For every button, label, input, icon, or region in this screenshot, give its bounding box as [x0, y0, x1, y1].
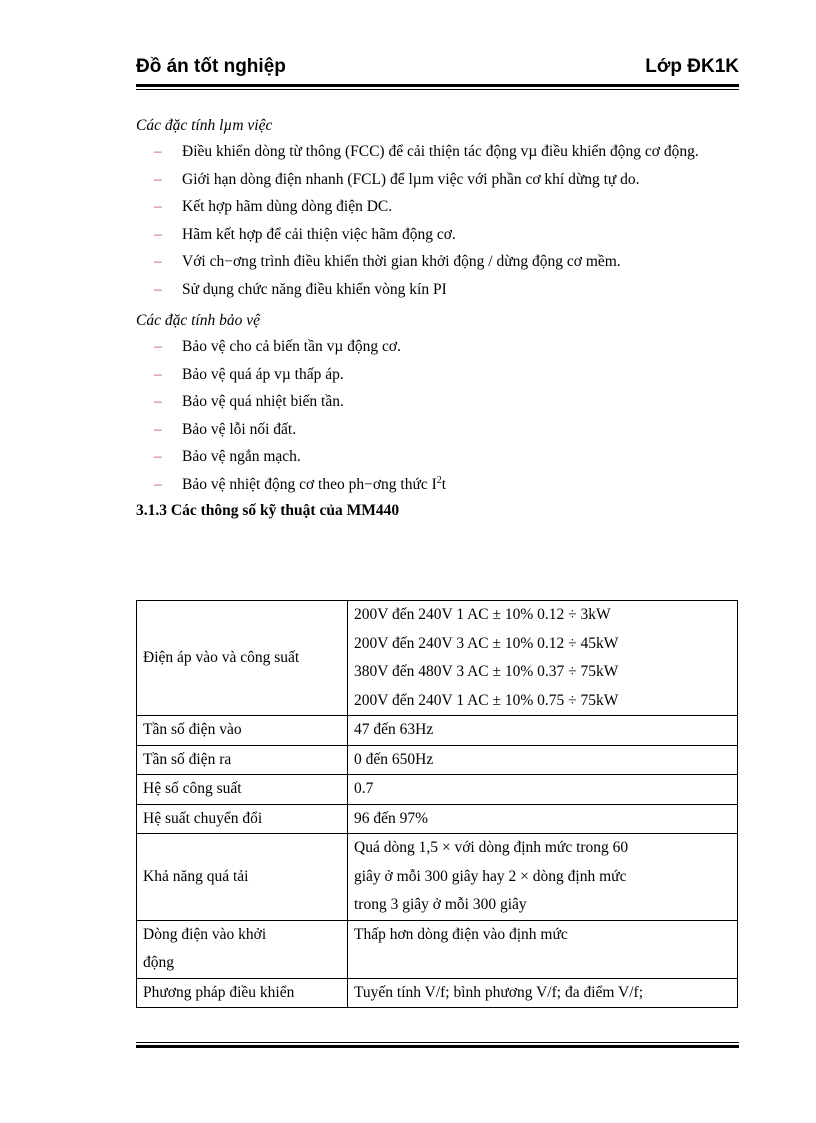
- dash-bullet: –: [154, 393, 162, 410]
- header-title: Đồ án tốt nghiệp: [136, 56, 286, 77]
- table-row: [137, 775, 738, 805]
- table-row: [137, 920, 738, 978]
- operating-features-title: Các đặc tính lµm việc: [136, 117, 273, 134]
- list-item: – Bảo vệ cho cả biến tần vµ động cơ.: [136, 333, 740, 361]
- dash-bullet: –: [154, 143, 162, 160]
- protection-features-list: [136, 333, 740, 498]
- footer-rule-thin: [136, 1042, 739, 1043]
- list-item: – Hãm kết hợp để cải thiện việc hãm động cơ.: [136, 221, 740, 249]
- table-cell: 96 đến 97%: [348, 804, 738, 834]
- protection-features-title: Các đặc tính bảo vệ: [136, 312, 260, 329]
- dash-bullet: –: [154, 448, 162, 465]
- table-cell: Quá dòng 1,5 × với dòng định mức trong 60 giây ở mỗi 300 giây hay 2 × dòng định mức trong 3 giây ở mỗi 300 giây: [348, 834, 738, 921]
- table-cell: Tần số điện ra: [137, 745, 348, 775]
- table-cell: Dòng điện vào khởi động: [137, 920, 348, 978]
- spec-table: [136, 600, 738, 1008]
- table-cell: Phương pháp điều khiển: [137, 978, 348, 1008]
- table-row: [137, 978, 738, 1008]
- dash-bullet: –: [154, 338, 162, 355]
- dash-bullet: –: [154, 225, 162, 243]
- dash-bullet: –: [154, 475, 162, 493]
- table-row: [137, 834, 738, 921]
- table-row: [137, 804, 738, 834]
- table-row: [137, 745, 738, 775]
- operating-features-list: [136, 138, 740, 303]
- section-title: 3.1.3 Các thông số kỹ thuật của MM440: [136, 502, 400, 519]
- page-content: [136, 114, 740, 523]
- list-item: – Điều khiển dòng từ thông (FCC) để cải thiện tác động vµ điều khiển động cơ động.: [136, 138, 740, 166]
- footer-rule-thick: [136, 1045, 739, 1048]
- table-cell: Khả năng quá tải: [137, 834, 348, 921]
- table-cell: 0 đến 650Hz: [348, 745, 738, 775]
- list-item: – Bảo vệ ngắn mạch.: [136, 443, 740, 471]
- dash-bullet: –: [154, 170, 162, 188]
- list-item: – Với ch−ơng trình điều khiển thời gian khởi động / dừng động cơ mềm.: [136, 248, 740, 276]
- table-cell: Hệ suất chuyển đổi: [137, 804, 348, 834]
- table-cell: Điện áp vào và công suất: [137, 601, 348, 716]
- table-cell: Tuyến tính V/f; bình phương V/f; đa điểm V/f;: [348, 978, 738, 1008]
- header-class: Lớp ĐK1K: [645, 56, 739, 77]
- table-row: [137, 601, 738, 716]
- dash-bullet: –: [154, 253, 162, 270]
- header-rule-thick: [136, 84, 739, 87]
- dash-bullet: –: [154, 365, 162, 383]
- dash-bullet: –: [154, 280, 162, 298]
- table-cell: 0.7: [348, 775, 738, 805]
- table-cell: Tần số điện vào: [137, 716, 348, 746]
- table-cell: Thấp hơn dòng điện vào định mức: [348, 920, 738, 978]
- table-cell: 200V đến 240V 1 AC ± 10% 0.12 ÷ 3kW 200V đến 240V 3 AC ± 10% 0.12 ÷ 45kW 380V đến 480V 3 AC ± 10% 0.37 ÷ 75kW 200V đến 240V 1 AC ± 10% 0.75 ÷ 75kW: [348, 601, 738, 716]
- dash-bullet: –: [154, 420, 162, 438]
- list-item: – Kết hợp hãm dùng dòng điện DC.: [136, 193, 740, 221]
- list-item: – Bảo vệ quá nhiệt biến tần.: [136, 388, 740, 416]
- header-rule-thin: [136, 89, 739, 90]
- list-item: – Giới hạn dòng điện nhanh (FCL) để lµm việc với phần cơ khí dừng tự do.: [136, 166, 740, 194]
- table-cell: 47 đến 63Hz: [348, 716, 738, 746]
- table-row: [137, 716, 738, 746]
- list-item: – Bảo vệ quá áp vµ thấp áp.: [136, 361, 740, 389]
- list-item: – Bảo vệ lỗi nối đất.: [136, 416, 740, 444]
- list-item: – Sử dụng chức năng điều khiển vòng kín PI: [136, 276, 740, 304]
- page-header: [136, 56, 739, 84]
- list-item: – Bảo vệ nhiệt động cơ theo ph−ơng thức $I^2t$: [136, 471, 740, 499]
- dash-bullet: –: [154, 198, 162, 215]
- table-cell: Hệ số công suất: [137, 775, 348, 805]
